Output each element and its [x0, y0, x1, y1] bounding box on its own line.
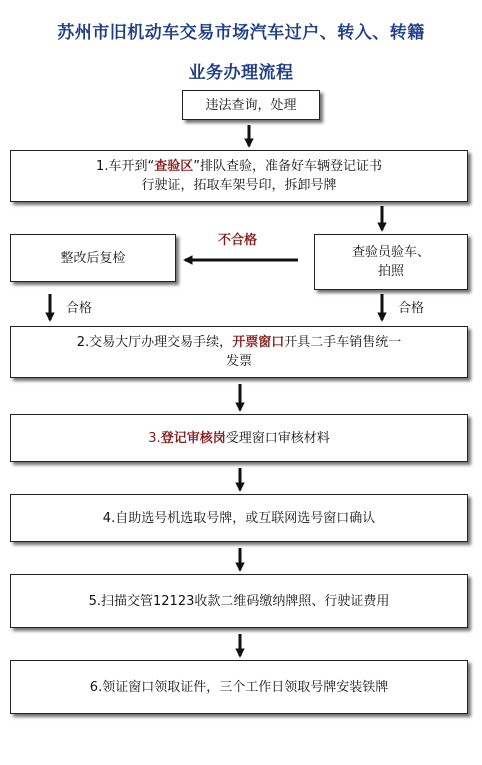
- step-1-line2: 行驶证，拓取车架号印，拆卸号牌: [141, 178, 337, 193]
- step-3-prefix: 3.: [148, 430, 161, 446]
- step-violation-check: [182, 90, 320, 120]
- step-1-prefix: 1.车开到“: [96, 159, 155, 174]
- step-2-line2: 发票: [225, 354, 252, 369]
- step-violation-check-text: 违法查询，处理: [205, 97, 297, 113]
- step-rectify-recheck: [10, 234, 176, 282]
- step-3-registration-review: [10, 414, 468, 462]
- step-inspector-line2: 拍照: [377, 264, 404, 279]
- step-4-select-plate: [10, 494, 468, 542]
- step-5-text: 5.扫描交管12123收款二维码缴纳牌照、行驶证费用: [88, 593, 390, 609]
- flowchart-title-line2: 业务办理流程: [188, 63, 294, 83]
- step-2-suffix: 开具二手车销售统一: [284, 335, 402, 350]
- label-fail: 不合格: [218, 233, 258, 248]
- flowchart-title-line1: 苏州市旧机动车交易市场汽车过户、转入、转籍: [57, 23, 425, 43]
- step-3-highlight-review-post: 登记审核岗: [160, 430, 226, 446]
- label-pass-left: 合格: [66, 301, 93, 316]
- step-inspector-check: [314, 234, 468, 290]
- step-rectify-text: 整改后复检: [60, 250, 126, 266]
- step-2-transaction: [10, 326, 468, 378]
- step-6-text: 6.领证窗口领取证件，三个工作日领取号牌安装铁牌: [89, 679, 389, 695]
- step-2-prefix: 2.交易大厅办理交易手续，: [76, 335, 233, 350]
- label-pass-right: 合格: [398, 301, 425, 316]
- step-1-inspection: [10, 150, 468, 202]
- step-6-collect: [10, 660, 468, 714]
- step-4-text: 4.自助选号机选取号牌，或互联网选号窗口确认: [102, 510, 376, 526]
- step-inspector-line1: 查验员验车、: [351, 245, 430, 260]
- step-1-suffix: ”排队查验，准备好车辆登记证书: [193, 159, 382, 174]
- step-5-payment: [10, 574, 468, 628]
- step-1-highlight-inspection-area: 查验区: [154, 159, 194, 174]
- step-3-suffix: 受理窗口审核材料: [225, 430, 330, 446]
- step-2-highlight-invoice-window: 开票窗口: [232, 335, 285, 350]
